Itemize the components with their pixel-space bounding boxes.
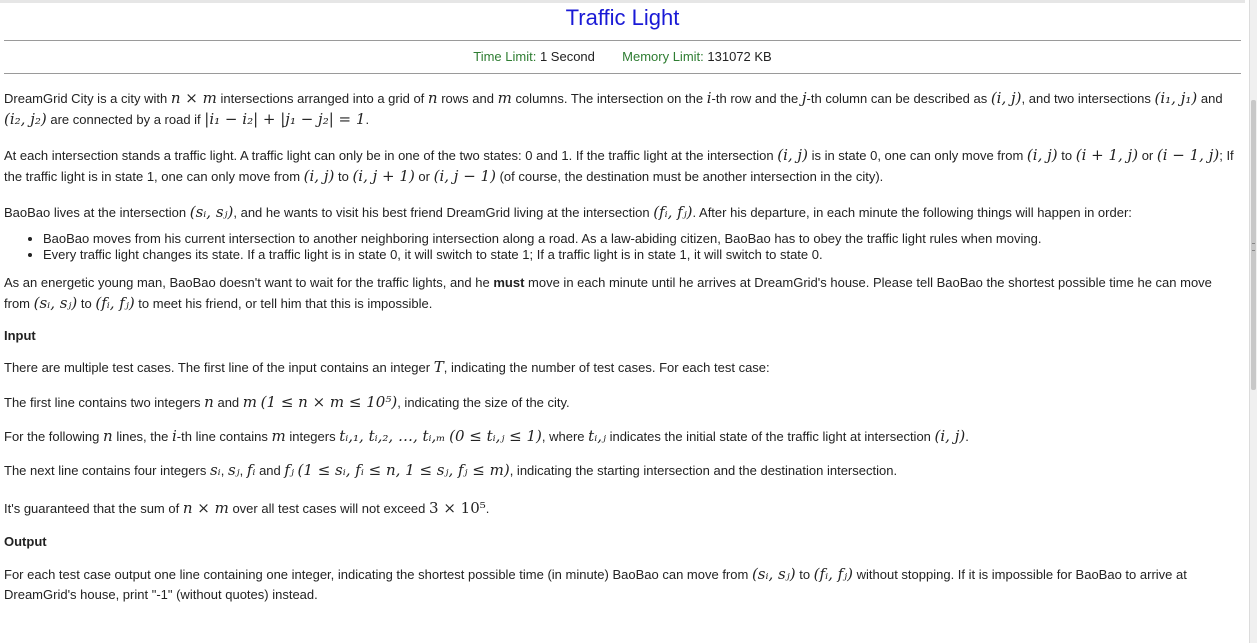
output-heading: Output — [4, 534, 47, 549]
input-paragraph-1: There are multiple test cases. The first line of the input contains an integer T, indicating the number of test cases. For each test case: — [4, 358, 770, 376]
time-limit-value: 1 Second — [539, 49, 595, 64]
limits-bar — [4, 41, 1241, 73]
memory-limit-label: Memory Limit: — [622, 49, 704, 64]
limits-divider — [4, 73, 1241, 74]
problem-page — [4, 0, 1241, 605]
scrollbar-grip-icon — [1252, 243, 1255, 251]
input-paragraph-3: For the following n lines, the i-th line contains m integers tᵢ,₁, tᵢ,₂, …, tᵢ,ₘ (0 ≤ tᵢ,ⱼ ≤ 1), where tᵢ,ⱼ indicates the initial state of the traffic light at intersection (i, j). — [4, 427, 969, 445]
statement-paragraph-2: At each intersection stands a traffic light. A traffic light can only be in one of the two states: 0 and 1. If the traffic light at the intersection (i, j) is in state 0, one can only move from (i, j) to (i + 1, j) or (i − 1, j); If the traffic light is in state 1, one can only move from (i, j) to (i, j + 1) or (i, j − 1) (of course, the destination must be another intersection in the city). — [4, 146, 1234, 185]
input-paragraph-2: The first line contains two integers n and m (1 ≤ n × m ≤ 10⁵), indicating the size of the city. — [4, 393, 570, 411]
input-paragraph-5: It's guaranteed that the sum of n × m over all test cases will not exceed 3 × 10⁵. — [4, 499, 490, 517]
time-limit-label: Time Limit: — [473, 49, 537, 64]
statement-paragraph-1: DreamGrid City is a city with n × m intersections arranged into a grid of n rows and m columns. The intersection on the i-th row and the j-th column can be described as (i, j), and two intersections (i₁, j₁) and (i₂, j₂) are connected by a road if |i₁ − i₂| + |j₁ − j₂| = 1. — [4, 89, 1223, 128]
rules-list — [4, 231, 1241, 263]
vertical-scrollbar[interactable] — [1249, 0, 1257, 643]
statement-paragraph-4: As an energetic young man, BaoBao doesn't want to wait for the traffic lights, and he must move in each minute until he arrives at DreamGrid's house. Please tell BaoBao the shortest possible time he can move from (sᵢ, sⱼ) to (fᵢ, fⱼ) to meet his friend, or tell him that this is impossible. — [4, 275, 1212, 312]
input-heading: Input — [4, 328, 36, 343]
problem-title: Traffic Light — [565, 5, 680, 30]
output-paragraph-1: For each test case output one line containing one integer, indicating the shortest possible time (in minute) BaoBao can move from (sᵢ, sⱼ) to (fᵢ, fⱼ) without stopping. If it is impossible for BaoBao to arrive at DreamGrid's house, print "-1" (without quotes) instead. — [4, 565, 1187, 602]
memory-limit-value: 131072 KB — [707, 49, 772, 64]
rule-item-2: • Every traffic light changes its state. If a traffic light is in state 0, it will switch to state 1; If a traffic light is in state 1, it will switch to state 0. — [43, 247, 1241, 263]
input-paragraph-4: The next line contains four integers sᵢ, sⱼ, fᵢ and fⱼ (1 ≤ sᵢ, fᵢ ≤ n, 1 ≤ sⱼ, fⱼ ≤ m), indicating the starting intersection and the destination intersection. — [4, 461, 898, 479]
rule-item-1: • BaoBao moves from his current intersection to another neighboring intersection along a road. As a law-abiding citizen, BaoBao has to obey the traffic light rules when moving. — [43, 231, 1241, 247]
statement-paragraph-3: BaoBao lives at the intersection (sᵢ, sⱼ), and he wants to visit his best friend DreamGrid living at the intersection (fᵢ, fⱼ). After his departure, in each minute the following things will happen in order: — [4, 203, 1132, 221]
